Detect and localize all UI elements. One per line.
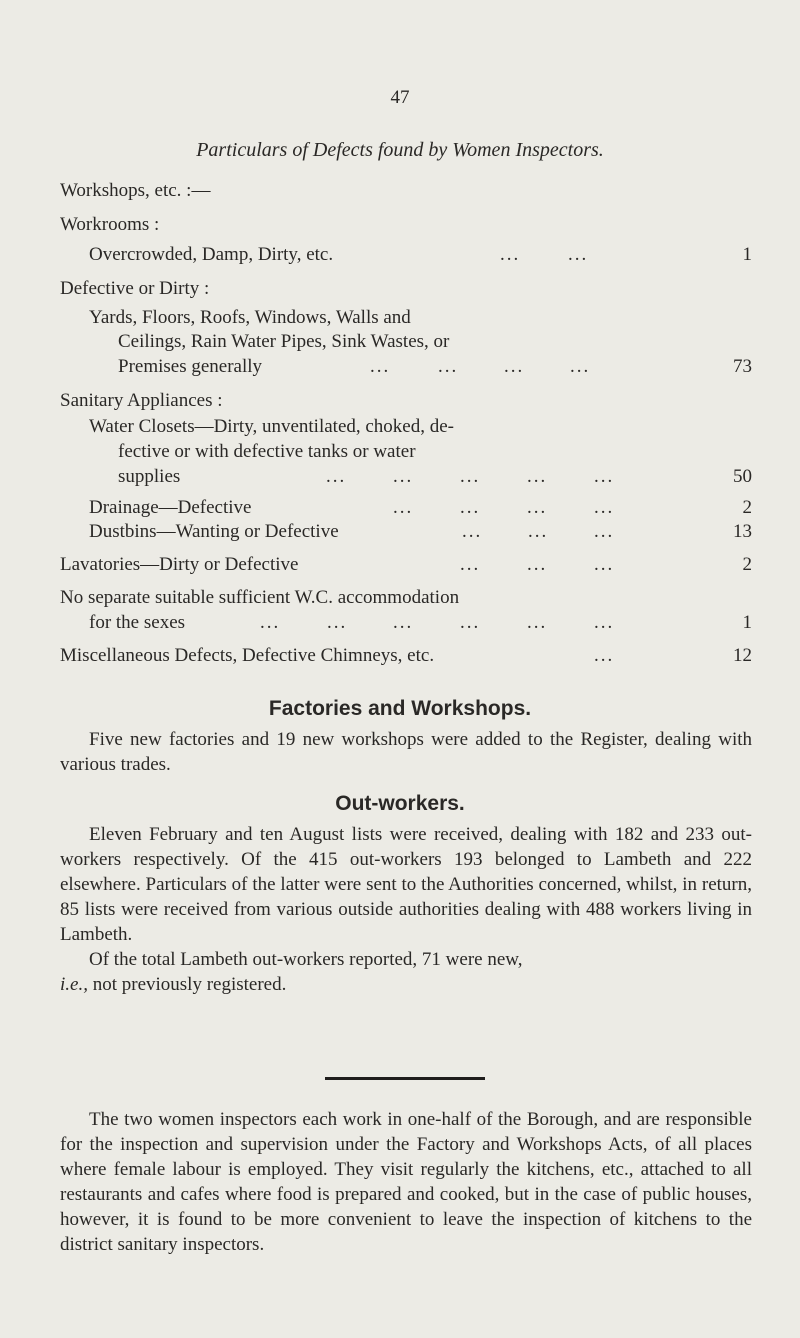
factories-paragraph: Five new factories and 19 new workshops were added to the Register, dealing with various trades. (60, 729, 752, 775)
leader-dots: ... (594, 497, 615, 518)
outworkers-p2-text-end: not previously registered. (87, 974, 287, 995)
leader-dots: ... (460, 554, 481, 575)
wc-line: Water Closets—Dirty, unventilated, choked, de- (89, 416, 454, 437)
defective-line: Premises generally (118, 356, 263, 377)
dustbins-label: Dustbins—Wanting or Defective (89, 521, 339, 542)
outworkers-paragraph: Eleven February and ten August lists were received, dealing with 182 and 233 out-workers respectively. Of the 415 out-workers 193 belonged to Lambeth and 222 elsewhere. Particulars of the latter were sent to the Authorities concerned, whilst, in return, 85 lists were received from various outside authorities dealing with 488 workers living in Lambeth. (60, 824, 752, 945)
workrooms-item: Overcrowded, Damp, Dirty, etc. (89, 244, 334, 265)
leader-dots: ... (594, 612, 615, 633)
leader-dots: ... (327, 612, 348, 633)
workrooms-value: 1 (742, 244, 752, 265)
lavatories-value: 2 (742, 554, 752, 575)
separate-line: for the sexes (89, 612, 186, 633)
outworkers-paragraph-2 (60, 947, 752, 997)
defective-line: Ceilings, Rain Water Pipes, Sink Wastes, or (118, 331, 450, 352)
leader-dots: ... (527, 554, 548, 575)
section-divider (325, 1077, 485, 1080)
leader-dots: ... (570, 356, 591, 377)
leader-dots: ... (460, 497, 481, 518)
leader-dots: ... (462, 521, 483, 542)
drainage-value: 2 (742, 497, 752, 518)
leader-dots: ... (594, 521, 615, 542)
leader-dots: ... (393, 612, 414, 633)
leader-dots: ... (527, 612, 548, 633)
workshops-label: Workshops, etc. :— (60, 180, 211, 201)
defective-value: 73 (733, 356, 752, 377)
leader-dots: ... (370, 356, 391, 377)
factories-heading: Factories and Workshops. (268, 697, 532, 720)
table-title: Particulars of Defects found by Women Inspectors. (196, 139, 604, 161)
leader-dots: ... (393, 466, 414, 487)
leader-dots: ... (568, 244, 589, 265)
wc-line: supplies (118, 466, 181, 487)
leader-dots: ... (594, 466, 615, 487)
leader-dots: ... (594, 554, 615, 575)
workrooms-label: Workrooms : (60, 214, 160, 235)
leader-dots: ... (504, 356, 525, 377)
leader-dots: ... (260, 612, 281, 633)
ie-abbreviation: i.e., (60, 974, 88, 995)
drainage-label: Drainage—Defective (89, 497, 252, 518)
leader-dots: ... (594, 645, 615, 666)
wc-value: 50 (733, 466, 752, 487)
leader-dots: ... (527, 466, 548, 487)
defective-line: Yards, Floors, Roofs, Windows, Walls and (89, 307, 411, 328)
leader-dots: ... (438, 356, 459, 377)
leader-dots: ... (326, 466, 347, 487)
leader-dots: ... (528, 521, 549, 542)
outworkers-heading: Out-workers. (335, 792, 465, 815)
sanitary-label: Sanitary Appliances : (60, 390, 223, 411)
misc-label: Miscellaneous Defects, Defective Chimneys, etc. (60, 645, 435, 666)
separate-line: No separate suitable sufficient W.C. accommodation (60, 587, 460, 608)
leader-dots: ... (460, 466, 481, 487)
defective-label: Defective or Dirty : (60, 278, 210, 299)
leader-dots: ... (393, 497, 414, 518)
lavatories-label: Lavatories—Dirty or Defective (60, 554, 299, 575)
separate-value: 1 (742, 612, 752, 633)
page-number: 47 (390, 87, 410, 108)
outworkers-p2-text: Of the total Lambeth out-workers reported, 71 were new, (89, 949, 523, 970)
dustbins-value: 13 (733, 521, 752, 542)
wc-line: fective or with defective tanks or water (118, 441, 416, 462)
leader-dots: ... (527, 497, 548, 518)
leader-dots: ... (460, 612, 481, 633)
inspectors-paragraph: The two women inspectors each work in one-half of the Borough, and are responsible for the inspection and supervision under the Factory and Workshops Acts, of all places where female labour is employed. They visit regularly the kitchens, etc., attached to all restaurants and cafes where food is prepared and cooked, but in the case of public houses, however, it is found to be more convenient to leave the inspection of kitchens to the district sanitary inspectors. (60, 1109, 752, 1255)
leader-dots: ... (500, 244, 521, 265)
misc-value: 12 (733, 645, 752, 666)
